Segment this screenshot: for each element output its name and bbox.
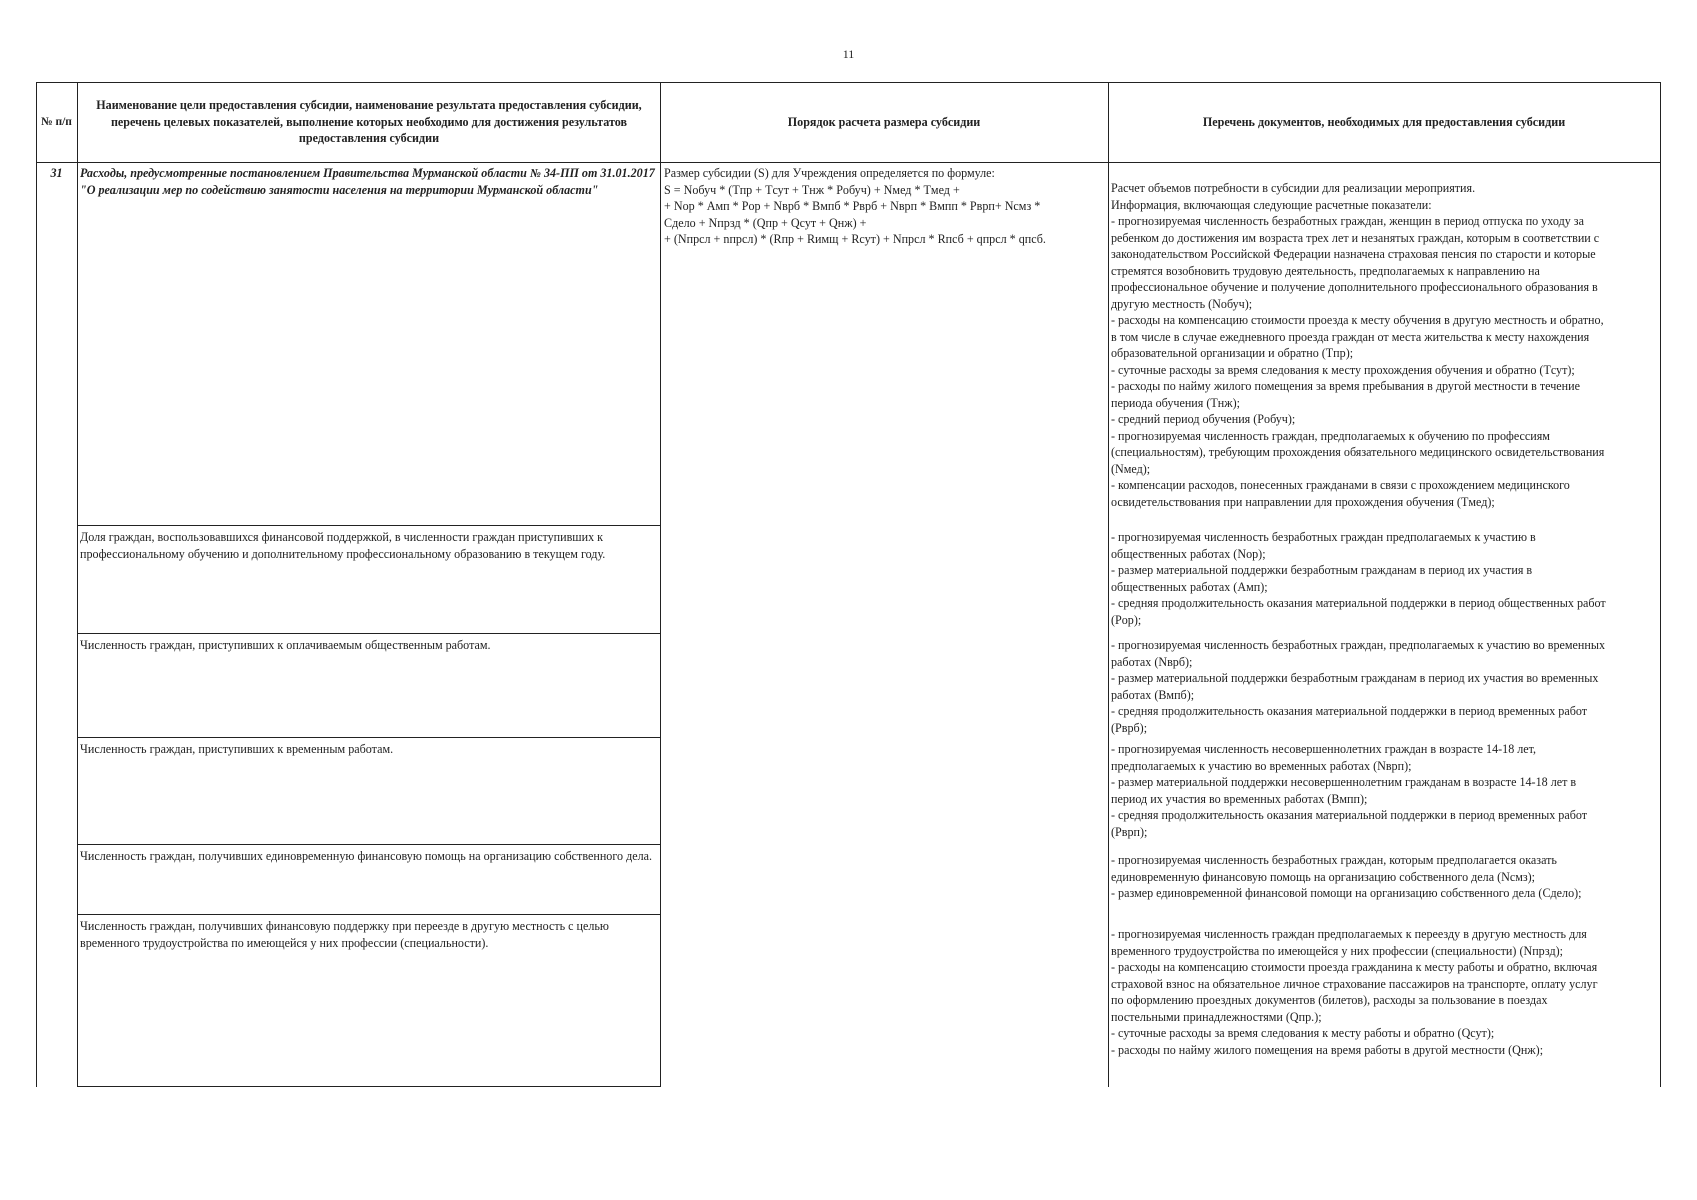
row-divider xyxy=(77,633,660,634)
docs-line: - расходы по найму жилого помещения за время пребывания в другой местности в течение xyxy=(1111,379,1580,393)
docs-line: временного трудоустройства по имеющейся у них профессии (специальности) (Nпрзд); xyxy=(1111,943,1563,958)
docs-line: - прогнозируемая численность безработных граждан предполагаемых к участию в xyxy=(1111,530,1536,544)
subsidy-table xyxy=(36,82,1661,1087)
docs-line: в том числе в случае ежедневного проезда граждан от места жительства к месту нахождения xyxy=(1111,329,1590,344)
docs-line: - компенсации расходов, понесенных гражданами в связи с прохождением медицинского xyxy=(1111,478,1570,492)
docs-line: постельными принадлежностями (Qпр.); xyxy=(1111,1009,1322,1024)
docs-line: - расходы на компенсацию стоимости проезда гражданина к месту работы и обратно, включая xyxy=(1111,960,1598,974)
indicator-text: Численность граждан, приступивших к временным работам. xyxy=(80,742,394,756)
docs-line: - прогнозируемая численность граждан, предполагаемых к обучению по профессиям xyxy=(1111,428,1550,443)
header-calc: Порядок расчета размера субсидии xyxy=(787,114,981,129)
docs-line: (Pврб); xyxy=(1111,720,1148,735)
docs-line: профессиональное обучение и получение дополнительного профессионального образования в xyxy=(1111,280,1598,294)
docs-line: - прогнозируемая численность граждан предполагаемых к переезду в другую местность для xyxy=(1111,927,1587,941)
page-number: 11 xyxy=(842,47,855,61)
docs-block xyxy=(1111,741,1659,840)
docs-line: - средняя продолжительность оказания материальной поддержки в период временных работ xyxy=(1111,704,1588,718)
docs-line: - средний период обучения (Pобуч); xyxy=(1111,412,1296,426)
docs-line: освидетельствования при направлении для прохождения обучения (Tмед); xyxy=(1111,494,1495,509)
docs-line: ребенком до достижения им возраста трех лет и незанятых граждан, которым в соответствии с xyxy=(1111,230,1600,245)
row-divider xyxy=(77,1086,660,1087)
docs-line: - средняя продолжительность оказания материальной поддержки в период общественных работ xyxy=(1111,596,1606,610)
docs-line: стремятся возобновить трудовую деятельность, предполагаемых к направлению на xyxy=(1111,263,1540,278)
docs-block xyxy=(1111,180,1659,510)
formula-line: S = Nобуч * (Tпр + Tсут + Tнж * Pобуч) + Nмед * Tмед + xyxy=(664,182,960,197)
table-border-right xyxy=(1660,82,1661,1087)
header-row-divider xyxy=(36,162,1661,163)
docs-line: - прогнозируемая численность безработных граждан, предполагаемых к участию во временных xyxy=(1111,638,1606,652)
docs-line: - прогнозируемая численность безработных граждан, которым предполагается оказать xyxy=(1111,853,1557,867)
header-number: № п/п xyxy=(41,115,72,128)
docs-line: законодательством Российской Федерации назначена страховая пенсия по старости и которые xyxy=(1111,247,1596,261)
docs-line: - прогнозируемая численность несовершеннолетних граждан в возрасте 14-18 лет, xyxy=(1111,742,1537,756)
column-divider xyxy=(660,82,661,1087)
subsidy-goal: Расходы, предусмотренные постановлением Правительства Мурманской области № 34-ПП от 31.01.2017 "О реализации мер по содействию занятости населения на территории Мурманской области" xyxy=(80,166,655,197)
docs-block xyxy=(1111,926,1659,1058)
docs-line: общественных работах (Nор); xyxy=(1111,546,1266,561)
docs-line: - размер материальной поддержки безработным гражданам в период их участия во временных xyxy=(1111,671,1599,685)
formula-line: + (Nпрсл + nпрсл) * (Rпр + Rимщ + Rсут) + Nпрсл * Rпсб + qпрсл * qпсб. xyxy=(664,232,1046,246)
calc-formula xyxy=(664,165,1106,248)
docs-line: общественных работах (Aмп); xyxy=(1111,579,1268,594)
column-divider xyxy=(1108,82,1109,1087)
row-divider xyxy=(77,914,660,915)
docs-line: работах (Nврб); xyxy=(1111,654,1193,669)
docs-line: - прогнозируемая численность безработных граждан, женщин в период отпуска по уходу за xyxy=(1111,214,1584,228)
table-border-left xyxy=(36,82,37,1087)
row-number: 31 xyxy=(50,166,63,180)
docs-block xyxy=(1111,852,1659,902)
docs-line: - размер единовременной финансовой помощи на организацию собственного дела (Cдело); xyxy=(1111,886,1582,900)
indicator-text: Численность граждан, получивших единовременную финансовую помощь на организацию собственного дела. xyxy=(80,849,653,863)
header-docs: Перечень документов, необходимых для предоставления субсидии xyxy=(1202,114,1566,129)
row-divider xyxy=(77,844,660,845)
docs-line: единовременную финансовую помощь на организацию собственного дела (Nсмз); xyxy=(1111,869,1536,884)
docs-line: - расходы по найму жилого помещения на время работы в другой местности (Qнж); xyxy=(1111,1042,1544,1057)
docs-line: - расходы на компенсацию стоимости проезда к месту обучения в другую местность и обратно, xyxy=(1111,313,1604,327)
docs-line: работах (Bмпб); xyxy=(1111,687,1195,702)
docs-line: (Pор); xyxy=(1111,612,1142,627)
indicator-text: Доля граждан, воспользовавшихся финансовой поддержкой, в численности граждан приступивших к профессиональному обучению и дополнительному профессиональному образованию в текущем году. xyxy=(80,530,606,561)
docs-line: - суточные расходы за время следования к месту прохождения обучения и обратно (Tсут); xyxy=(1111,362,1575,377)
indicator-text: Численность граждан, приступивших к оплачиваемым общественным работам. xyxy=(80,638,491,652)
formula-line: Размер субсидии (S) для Учреждения определяется по формуле: xyxy=(664,166,995,180)
docs-line: по оформлению проездных документов (билетов), расходы за пользование в поездах xyxy=(1111,993,1548,1007)
docs-line: предполагаемых к участию во временных работах (Nврп); xyxy=(1111,758,1412,773)
docs-block xyxy=(1111,529,1659,628)
docs-block xyxy=(1111,637,1659,736)
docs-line: Информация, включающая следующие расчетные показатели: xyxy=(1111,197,1432,212)
docs-line: образовательной организации и обратно (Tпр); xyxy=(1111,346,1354,360)
docs-line: - суточные расходы за время следования к месту работы и обратно (Qсут); xyxy=(1111,1026,1495,1040)
docs-line: период их участия во временных работах (Bмпп); xyxy=(1111,791,1368,806)
docs-line: - средняя продолжительность оказания материальной поддержки в период временных работ xyxy=(1111,808,1588,822)
indicator-text: Численность граждан, получивших финансовую поддержку при переезде в другую местность с целью временного трудоустройства по имеющейся у них профессии (специальности). xyxy=(80,919,609,950)
row-divider xyxy=(77,737,660,738)
docs-line: - размер материальной поддержки безработным гражданам в период их участия в xyxy=(1111,563,1533,577)
docs-line: периода обучения (Tнж); xyxy=(1111,395,1240,410)
header-name: Наименование цели предоставления субсидии, наименование результата предоставления субсидии, перечень целевых показателей, выполнение которых необходимо для достижения результатов предоставления субсидии xyxy=(96,98,642,146)
docs-line: (специальностям), требующим прохождения обязательного медицинского освидетельствования xyxy=(1111,445,1605,459)
docs-line: Расчет объемов потребности в субсидии для реализации мероприятия. xyxy=(1111,181,1476,195)
docs-line: другую местность (Nобуч); xyxy=(1111,296,1253,311)
docs-line: - размер материальной поддержки несовершеннолетним гражданам в возрасте 14-18 лет в xyxy=(1111,775,1577,789)
formula-line: + Nор * Aмп * Pор + Nврб * Bмпб * Pврб + Nврп * Bмпп * Pврп+ Nсмз * xyxy=(664,199,1041,213)
row-divider xyxy=(77,525,660,526)
column-divider xyxy=(77,82,78,1087)
docs-line: (Pврп); xyxy=(1111,824,1148,839)
docs-line: страховой взнос на обязательное личное страхование пассажиров на транспорте, оплату услуг xyxy=(1111,976,1598,991)
formula-line: Cдело + Nпрзд * (Qпр + Qсут + Qнж) + xyxy=(664,215,867,230)
docs-line: (Nмед); xyxy=(1111,461,1151,476)
